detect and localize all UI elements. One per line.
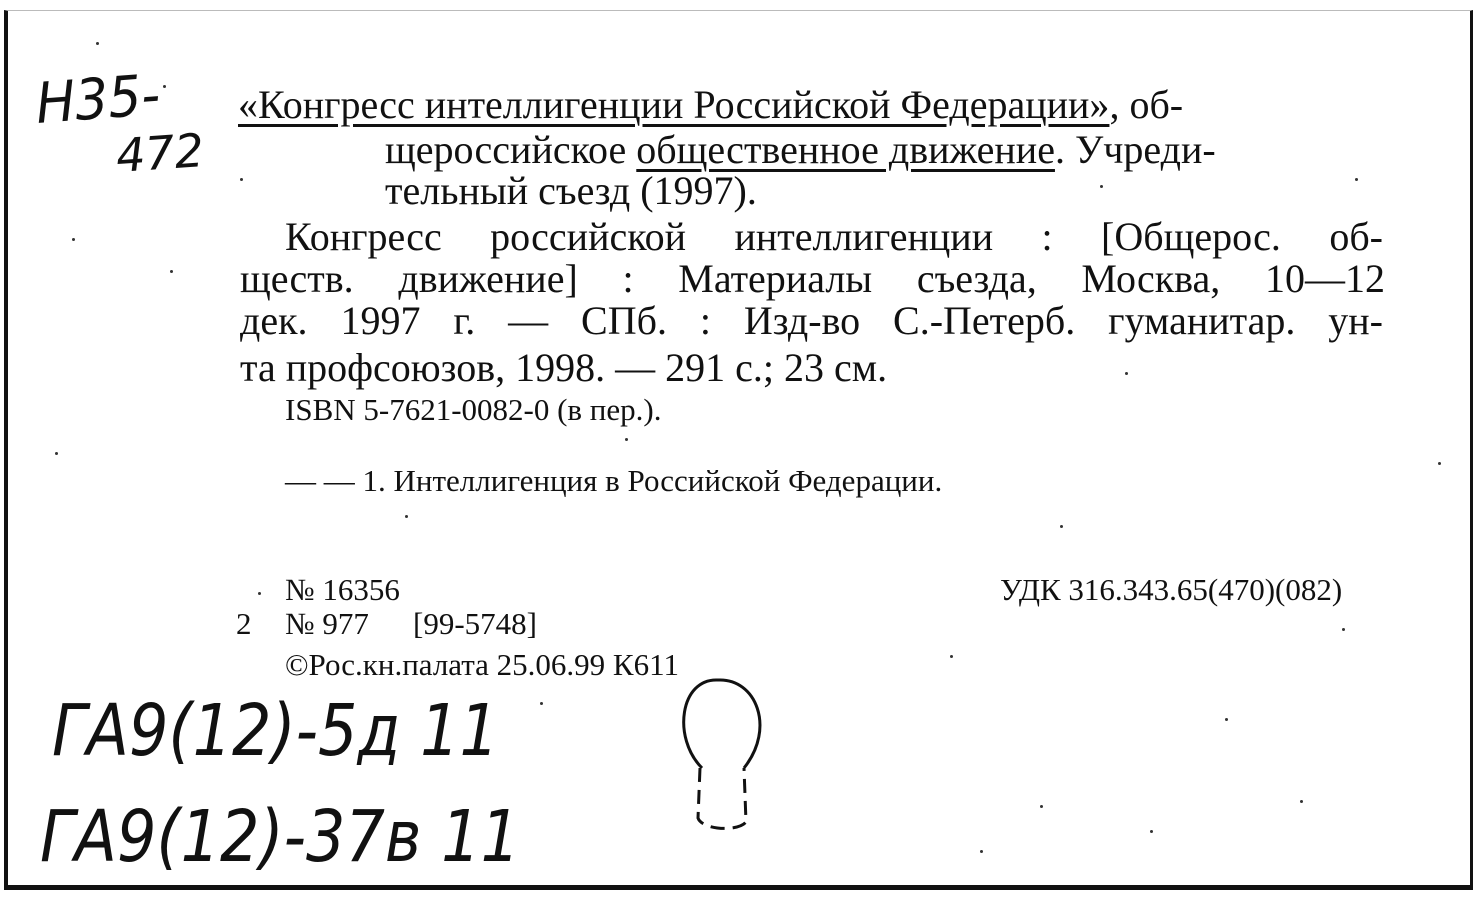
footer-copyright: ©Рос.кн.палата 25.06.99 К611 <box>285 647 679 682</box>
entry-body-line3: дек. 1997 г. — СПб. : Изд-во С.-Петерб. гуманитар. ун- <box>240 298 1383 343</box>
speck <box>258 592 261 595</box>
entry-heading-line2-post: . Учреди- <box>1054 127 1216 172</box>
entry-body-line2: ществ. движение] : Материалы съезда, Москва, 10—12 <box>240 256 1385 301</box>
footer-copies: 2 <box>236 606 252 641</box>
speck <box>170 270 173 273</box>
speck <box>980 850 983 853</box>
entry-heading-line2-underlined: общественное движение <box>636 127 1055 172</box>
entry-heading-line3: тельный съезд (1997). <box>385 168 757 213</box>
footer-number2: № 977 <box>285 606 369 641</box>
handwritten-call-number-line1: Н35- <box>34 63 162 137</box>
speck <box>1040 805 1043 808</box>
speck <box>1342 628 1345 631</box>
footer-udk: УДК 316.343.65(470)(082) <box>1000 572 1343 607</box>
speck <box>405 515 408 518</box>
footer-number1: № 16356 <box>285 572 400 607</box>
speck <box>625 438 628 441</box>
entry-heading-tail: , об- <box>1109 82 1184 127</box>
speck <box>55 452 58 455</box>
entry-subject: — — 1. Интеллигенция в Российской Федерации. <box>285 463 943 498</box>
entry-heading-title: «Конгресс интеллигенции Российской Федерации» <box>238 82 1110 127</box>
speck <box>1100 185 1103 188</box>
entry-heading-line1 <box>238 83 1183 127</box>
speck <box>163 85 166 88</box>
keyhole-punch-icon <box>672 668 792 838</box>
speck <box>540 702 543 705</box>
speck <box>96 42 99 45</box>
footer-code: [99-5748] <box>413 606 537 641</box>
speck <box>1355 178 1358 181</box>
entry-heading-line2-pre: щероссийское <box>385 127 637 172</box>
speck <box>1060 525 1063 528</box>
entry-body-line1: Конгресс российской интеллигенции : [Общерос. об- <box>285 214 1383 259</box>
speck <box>1150 830 1153 833</box>
handwritten-shelf-mark-2: ГА9(12)-37в 11 <box>40 794 521 879</box>
speck <box>1225 718 1228 721</box>
speck <box>1125 372 1128 375</box>
speck <box>1438 462 1441 465</box>
speck <box>1300 800 1303 803</box>
entry-body-line4: та профсоюзов, 1998. — 291 с.; 23 см. <box>240 345 888 390</box>
speck <box>950 655 953 658</box>
handwritten-shelf-mark-1: ГА9(12)-5д 11 <box>52 688 499 773</box>
entry-heading-line2 <box>385 128 1216 172</box>
speck <box>240 178 243 181</box>
entry-isbn: ISBN 5-7621-0082-0 (в пер.). <box>285 392 662 427</box>
handwritten-call-number-line2: 472 <box>114 123 206 183</box>
speck <box>72 238 75 241</box>
